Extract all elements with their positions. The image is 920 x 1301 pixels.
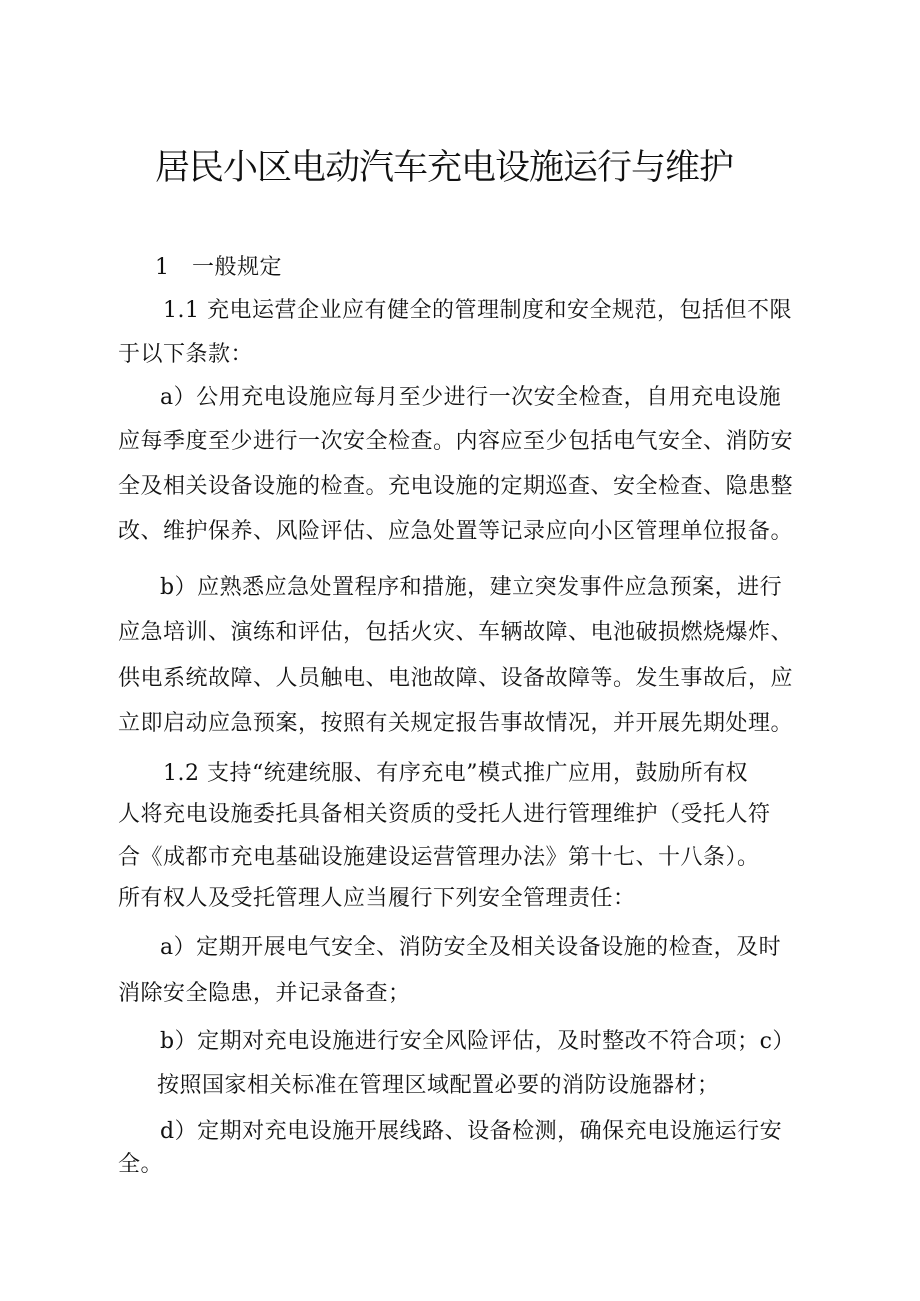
paragraph-line: 全及相关设备设施的检查。充电设施的定期巡查、安全检查、隐患整 [118, 474, 794, 499]
section-heading: 1 一般规定 [155, 255, 282, 280]
paragraph-line: b）定期对充电设施进行安全风险评估，及时整改不符合项；c） [160, 1029, 795, 1054]
paragraph-line: 1.2 支持“统建统服、有序充电”模式推广应用，鼓励所有权 [163, 761, 748, 786]
paragraph-line: a）公用充电设施应每月至少进行一次安全检查，自用充电设施 [160, 385, 782, 410]
paragraph-line: a）定期开展电气安全、消防安全及相关设备设施的检查，及时 [160, 935, 782, 960]
paragraph-line: d）定期对充电设施开展线路、设备检测，确保充电设施运行安 [160, 1119, 783, 1144]
paragraph-line: 合《成都市充电基础设施建设运营管理办法》第十七、十八条）。 [118, 845, 760, 870]
paragraph-line: 改、维护保养、风险评估、应急处置等记录应向小区管理单位报备。 [118, 519, 794, 544]
paragraph-line: 人将充电设施委托具备相关资质的受托人进行管理维护（受托人符 [118, 802, 771, 827]
paragraph-line: 于以下条款： [118, 342, 254, 367]
paragraph-line: 所有权人及受托管理人应当履行下列安全管理责任： [118, 886, 636, 911]
paragraph-line: 按照国家相关标准在管理区域配置必要的消防设施器材； [157, 1073, 720, 1098]
paragraph-line: 全。 [118, 1152, 164, 1177]
paragraph-line: b）应熟悉应急处置程序和措施，建立突发事件应急预案，进行 [160, 575, 783, 600]
paragraph-line: 应急培训、演练和评估，包括火灾、车辆故障、电池破损燃烧爆炸、 [118, 620, 794, 645]
paragraph-line: 消除安全隐患，并记录备查； [118, 981, 411, 1006]
paragraph-line: 供电系统故障、人员触电、电池故障、设备故障等。发生事故后，应 [118, 666, 794, 691]
paragraph-line: 应每季度至少进行一次安全检查。内容应至少包括电气安全、消防安 [118, 429, 794, 454]
document-title: 居民小区电动汽车充电设施运行与维护 [155, 148, 734, 188]
paragraph-line: 1.1 充电运营企业应有健全的管理制度和安全规范，包括但不限 [163, 298, 792, 323]
paragraph-line: 立即启动应急预案，按照有关规定报告事故情况，并开展先期处理。 [118, 711, 794, 736]
